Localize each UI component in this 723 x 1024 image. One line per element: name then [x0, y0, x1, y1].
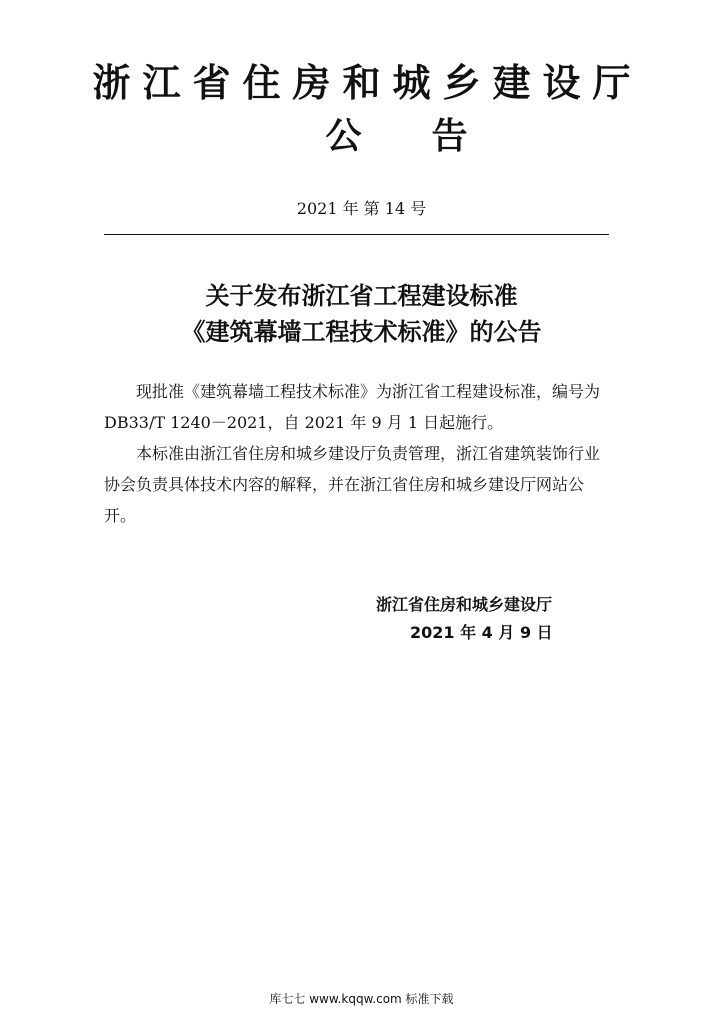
- document-number: 2021 年 第 14 号: [296, 199, 427, 218]
- header-divider: [104, 234, 609, 235]
- signature-org: 浙江省住房和城乡建设厅: [376, 595, 553, 614]
- paragraph-text: 现批准《建筑幕墙工程技术标准》为浙江省工程建设标准，编号为 DB33/T 1240－2021，自 2021 年 9 月 1 日起施行。: [104, 382, 601, 432]
- notice-title-line2: 《建筑幕墙工程技术标准》的公告: [181, 317, 542, 346]
- body-paragraph-2: [104, 438, 609, 531]
- header-doc-type: 公告: [325, 115, 538, 157]
- paragraph-text: 本标准由浙江省住房和城乡建设厅负责管理，浙江省建筑装饰行业协会负责具体技术内容的解释，并在浙江省住房和城乡建设厅网站公开。: [104, 444, 601, 525]
- signature-date: 2021 年 4 月 9 日: [410, 623, 553, 642]
- body-paragraph-1: [104, 376, 609, 438]
- notice-title-line1: 关于发布浙江省工程建设标准: [205, 281, 518, 310]
- footer-watermark: 库七七 www.kqqw.com 标准下载: [269, 992, 454, 1006]
- header-org-title: 浙江省住房和城乡建设厅: [92, 60, 643, 105]
